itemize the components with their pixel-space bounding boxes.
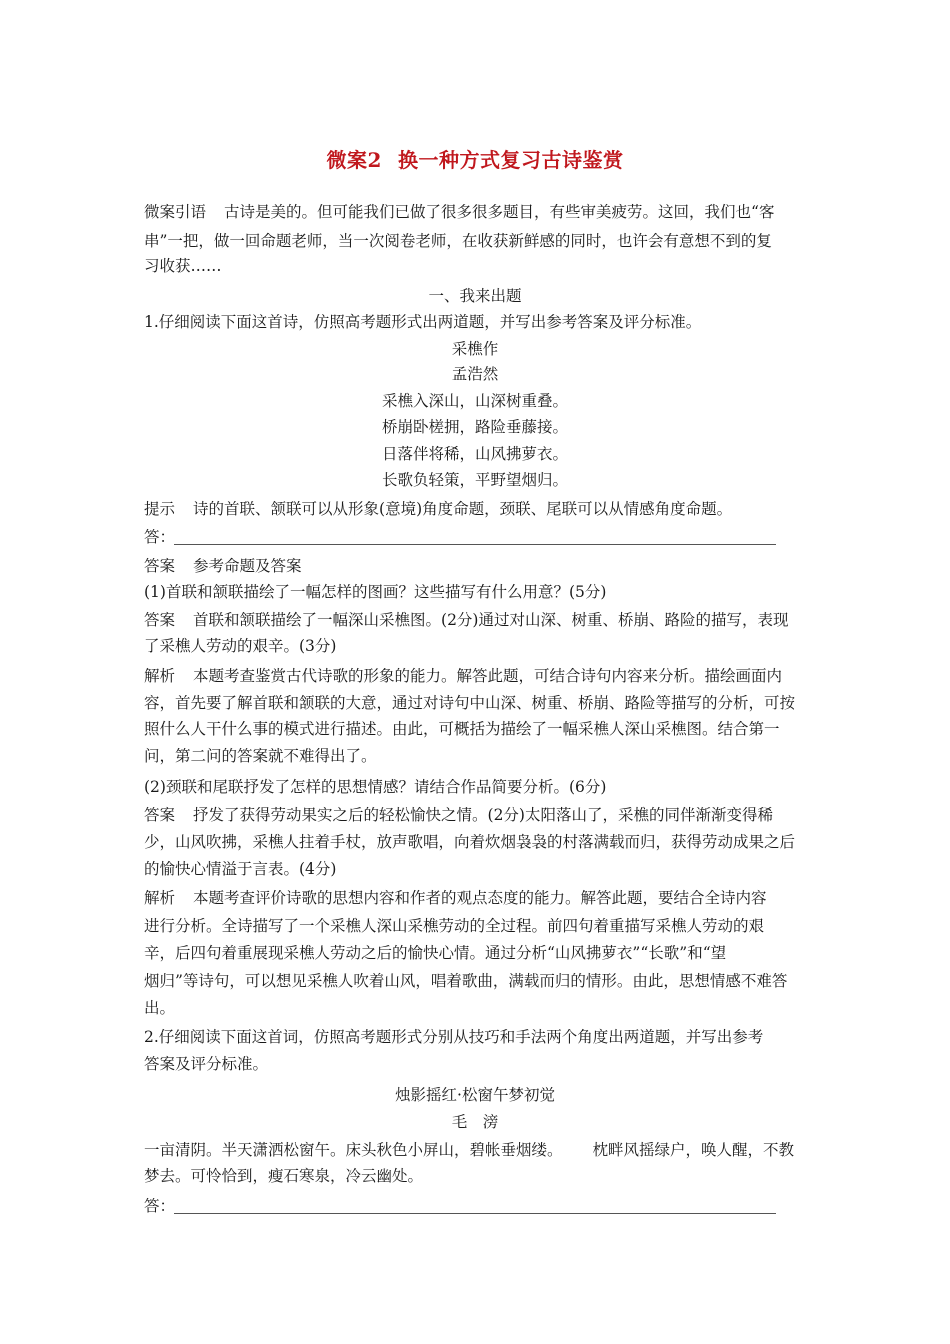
q1-sub1-analysis-line-2: 容，首先要了解首联和颔联的大意，通过对诗句中山深、树重、桥崩、路险等描写的分析，可按	[144, 694, 796, 712]
q1-sub2-question: (2)颈联和尾联抒发了怎样的思想情感？请结合作品简要分析。(6分)	[144, 778, 607, 796]
q2-poem-line-2: 梦去。可怜恰到，瘦石寒泉，冷云幽处。	[144, 1167, 424, 1185]
q2-prompt-line-2: 答案及评分标准。	[144, 1055, 269, 1073]
q1-sub1-analysis-line-3: 照什么人干什么事的模式进行描述。由此，可概括为描绘了一幅采樵人深山采樵图。结合第一	[144, 720, 780, 738]
q1-answer-line[interactable]	[174, 544, 776, 545]
q1-sub1-analysis-line-1: 解析 本题考查鉴赏古代诗歌的形象的能力。解答此题，可结合诗句内容来分析。描绘画面内	[144, 667, 783, 685]
q1-poem-line: 采樵入深山，山深树重叠。	[381, 392, 568, 410]
q1-sub2-answer-line-1: 答案 抒发了获得劳动果实之后的轻松愉快之情。(2分)太阳落山了，采樵的同伴渐渐变得稀	[144, 806, 773, 824]
q1-sub1-answer-line-1: 答案 首联和颔联描绘了一幅深山采樵图。(2分)通过对山深、树重、桥崩、路险的描写，表现	[144, 611, 789, 629]
q1-sub2-answer-line-3: 的愉快心情溢于言表。(4分)	[144, 860, 337, 878]
q1-sub2-analysis-line-1: 解析 本题考查评价诗歌的思想内容和作者的观点态度的能力。解答此题，要结合全诗内容	[144, 889, 767, 907]
q1-sub2-analysis-line-4: 烟归”等诗句，可以想见采樵人吹着山风，唱着歌曲，满载而归的情形。由此，思想情感不难答	[144, 972, 788, 990]
q1-poem-line: 桥崩卧槎拥，路险垂藤接。	[381, 418, 568, 436]
hint-label: 提示	[144, 500, 176, 518]
intro-label: 微案引语	[144, 203, 207, 221]
q1-poem-author: 孟浩然	[451, 365, 499, 383]
q2-prompt-line-1: 2.仔细阅读下面这首词，仿照高考题形式分别从技巧和手法两个角度出两道题，并写出参考	[144, 1028, 764, 1046]
section-heading: 一、我来出题	[428, 287, 522, 305]
intro-line-2: 串”一把，做一回命题老师，当一次阅卷老师，在收获新鲜感的同时，也许会有意想不到的复	[144, 232, 772, 250]
q1-poem-line: 长歌负轻策，平野望烟归。	[381, 471, 568, 489]
q2-poem-line-1: 一亩清阴。半天潇洒松窗午。床头秋色小屏山，碧帐垂烟缕。 枕畔风摇绿户，唤人醒，不教	[144, 1141, 795, 1159]
q2-answer-line[interactable]	[174, 1213, 776, 1214]
q1-sub1-question: (1)首联和颔联描绘了一幅怎样的图画？这些描写有什么用意？(5分)	[144, 583, 607, 601]
q1-sub1-analysis-line-4: 问，第二问的答案就不难得出了。	[144, 747, 377, 765]
intro-line-3: 习收获……	[144, 257, 222, 275]
q2-poem-author: 毛 滂	[451, 1113, 499, 1131]
q1-poem-line: 日落伴将稀，山风拂萝衣。	[381, 445, 568, 463]
q1-reference: 答案 参考命题及答案	[144, 557, 302, 575]
q1-sub2-analysis-line-5: 出。	[144, 999, 176, 1017]
intro-line-1: 微案引语 古诗是美的。但可能我们已做了很多很多题目，有些审美疲劳。这回，我们也“客	[144, 203, 775, 221]
q1-sub2-analysis-line-2: 进行分析。全诗描写了一个采樵人深山采樵劳动的全过程。前四句着重描写采樵人劳动的艰	[144, 917, 765, 935]
q1-hint: 提示 诗的首联、颔联可以从形象(意境)角度命题，颈联、尾联可以从情感角度命题。	[144, 500, 733, 518]
q1-sub1-answer-line-2: 了采樵人劳动的艰辛。(3分)	[144, 637, 337, 655]
q1-poem-title: 采樵作	[451, 340, 499, 358]
q1-sub2-analysis-line-3: 辛，后四句着重展现采樵人劳动之后的愉快心情。通过分析“山风拂萝衣”“长歌”和“望	[144, 944, 727, 962]
q1-sub2-answer-line-2: 少，山风吹拂，采樵人拄着手杖，放声歌唱，向着炊烟袅袅的村落满载而归，获得劳动成果之后	[144, 833, 796, 851]
q2-poem-title: 烛影摇红·松窗午梦初觉	[395, 1086, 555, 1104]
title-text: 换一种方式复习古诗鉴赏	[397, 148, 624, 172]
q1-prompt: 1.仔细阅读下面这首诗，仿照高考题形式出两道题，并写出参考答案及评分标准。	[144, 313, 702, 331]
q2-answer-label: 答：	[144, 1197, 176, 1215]
page-title	[0, 144, 950, 173]
q1-answer-label: 答：	[144, 528, 176, 546]
title-label: 微案2	[326, 148, 382, 172]
